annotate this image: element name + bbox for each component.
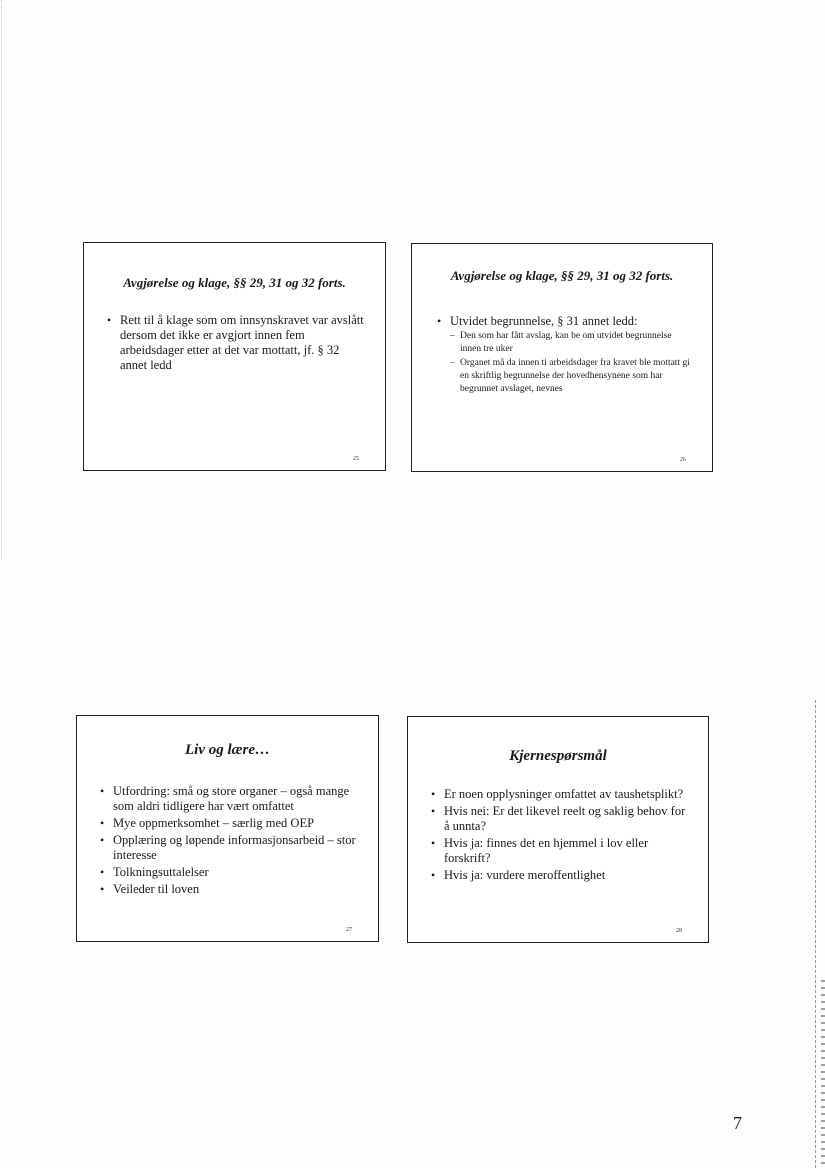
scan-edge-left bbox=[1, 0, 2, 560]
bullet-item bbox=[436, 314, 694, 396]
slide-26 bbox=[411, 243, 713, 472]
slide-number: 28 bbox=[676, 928, 682, 934]
slide-27 bbox=[76, 715, 379, 942]
slide-title: Liv og lære… bbox=[185, 742, 270, 758]
bullet-list bbox=[99, 784, 360, 897]
page-number: 7 bbox=[733, 1113, 742, 1133]
bullet-item: • Tolkningsuttalelser bbox=[99, 865, 360, 880]
bullet-item: • Opplæring og løpende informasjonsarbeid – stor interesse bbox=[99, 833, 360, 863]
slide-body bbox=[106, 313, 367, 375]
sub-bullet-item: – Den som har fått avslag, kan be om utvidet begrunnelse innen tre uker bbox=[450, 330, 694, 356]
bullet-item: • Hvis ja: vurdere meroffentlighet bbox=[430, 868, 690, 883]
slide-title: Avgjørelse og klage, §§ 29, 31 og 32 forts. bbox=[123, 275, 346, 290]
bullet-text: Utvidet begrunnelse, § 31 annet ledd: bbox=[450, 314, 638, 328]
sub-bullet-list bbox=[450, 330, 694, 396]
slide-body bbox=[99, 784, 360, 899]
bullet-item: • Hvis nei: Er det likevel reelt og saklig behov for å unnta? bbox=[430, 804, 690, 834]
bullet-list bbox=[430, 787, 690, 883]
bullet-list bbox=[436, 314, 694, 396]
slide-number: 25 bbox=[353, 456, 359, 462]
slide-body bbox=[436, 314, 694, 398]
slide-title: Kjernespørsmål bbox=[509, 748, 607, 764]
slide-title: Avgjørelse og klage, §§ 29, 31 og 32 forts. bbox=[450, 268, 674, 283]
bullet-item: • Mye oppmerksomhet – særlig med OEP bbox=[99, 816, 360, 831]
bullet-list bbox=[106, 313, 367, 373]
bullet-item: • Hvis ja: finnes det en hjemmel i lov eller forskrift? bbox=[430, 836, 690, 866]
slide-body bbox=[430, 787, 690, 885]
scan-edge-right bbox=[815, 700, 816, 1168]
slide-number: 27 bbox=[346, 927, 352, 933]
slide-28 bbox=[407, 716, 709, 943]
slide-number: 26 bbox=[680, 457, 686, 463]
slide-25 bbox=[83, 242, 386, 471]
bullet-item: • Utfordring: små og store organer – også mange som aldri tidligere har vært omfattet bbox=[99, 784, 360, 814]
scan-edge-marks bbox=[821, 980, 825, 1168]
sub-bullet-item: – Organet må da innen ti arbeidsdager fra kravet ble mottatt gi en skriftlig begrunnelse der hovedhensynene som har begrunnet avslaget, nevnes bbox=[450, 357, 694, 396]
bullet-item: • Rett til å klage som om innsynskravet var avslått dersom det ikke er avgjort innen fem arbeidsdager etter at det var mottatt, jf. § 32 annet ledd bbox=[106, 313, 367, 373]
bullet-item: • Er noen opplysninger omfattet av taushetsplikt? bbox=[430, 787, 690, 802]
bullet-item: • Veileder til loven bbox=[99, 882, 360, 897]
